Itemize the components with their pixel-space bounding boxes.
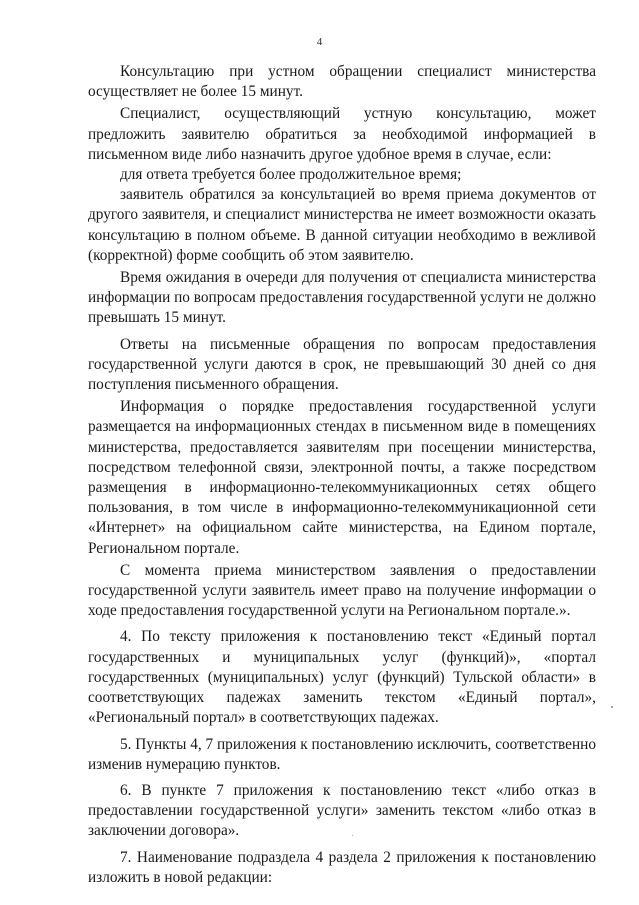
paragraph-item-6: 6. В пункте 7 приложения к постановлению текст «либо отказ в предоставлении государственной услуги» заменить текстом «либо отказ в заключении договора». [88,781,596,840]
document-body [88,62,596,888]
paragraph-information-placement: Информация о порядке предоставления государственной услуги размещается на информационных стендах в письменном виде в помещениях министерства, предоставляется заявителям при посещении министерства, посредством телефонной связи, электронной почты, а также посредством размещения в информационно-телекоммуникационных сетях общего пользования, в том числе в информационно-телекоммуникационной сети «Интернет» на официальном сайте министерства, на Едином портале, Региональном портале. [88,398,596,557]
page-number: 4 [316,36,323,48]
paragraph-item-5: 5. Пункты 4, 7 приложения к постановлению исключить, соответственно изменив нумерацию пунктов. [88,735,596,773]
scan-speck [611,706,613,708]
paragraph-condition-other-applicant: заявитель обратился за консультацией во время приема документов от другого заявителя, и специалист министерства не имеет возможности оказать консультацию в полном объеме. В данной ситуации необходимо в вежливой (корректной) форме сообщить об этом заявителю. [88,186,596,264]
paragraph-condition-longer-time: для ответа требуется более продолжительное время; [120,166,462,184]
paragraph-written-answers: Ответы на письменные обращения по вопросам предоставления государственной услуги даются в срок, не превышающий 30 дней со дня поступления письменного обращения. [88,335,596,394]
paragraph-progress-info: С момента приема министерством заявления о предоставлении государственной услуги заявитель имеет право на получение информации о ходе предоставления государственной услуги на Региональном портале.». [88,561,596,620]
scan-speck [352,835,353,836]
paragraph-item-4: 4. По тексту приложения к постановлению текст «Единый портал государственных и муниципальных услуг (функций)», «портал государственных (муниципальных) услуг (функций) Тульской области» в соответствующих падежах заменить текстом «Единый портал», «Региональный портал» в соответствующих падежах. [88,628,596,727]
paragraph-item-7: 7. Наименование подраздела 4 раздела 2 приложения к постановлению изложить в новой редакции: [88,848,596,886]
paragraph-consultation-time: Консультацию при устном обращении специалист министерства осуществляет не более 15 минут. [88,63,596,101]
paragraph-specialist-offer: Специалист, осуществляющий устную консультацию, может предложить заявителю обратиться за необходимой информацией в письменном виде либо назначить другое удобное время в случае, если: [88,105,596,163]
paragraph-queue-time: Время ожидания в очереди для получения от специалиста министерства информации по вопросам предоставления государственной услуги не должно превышать 15 минут. [88,269,596,327]
